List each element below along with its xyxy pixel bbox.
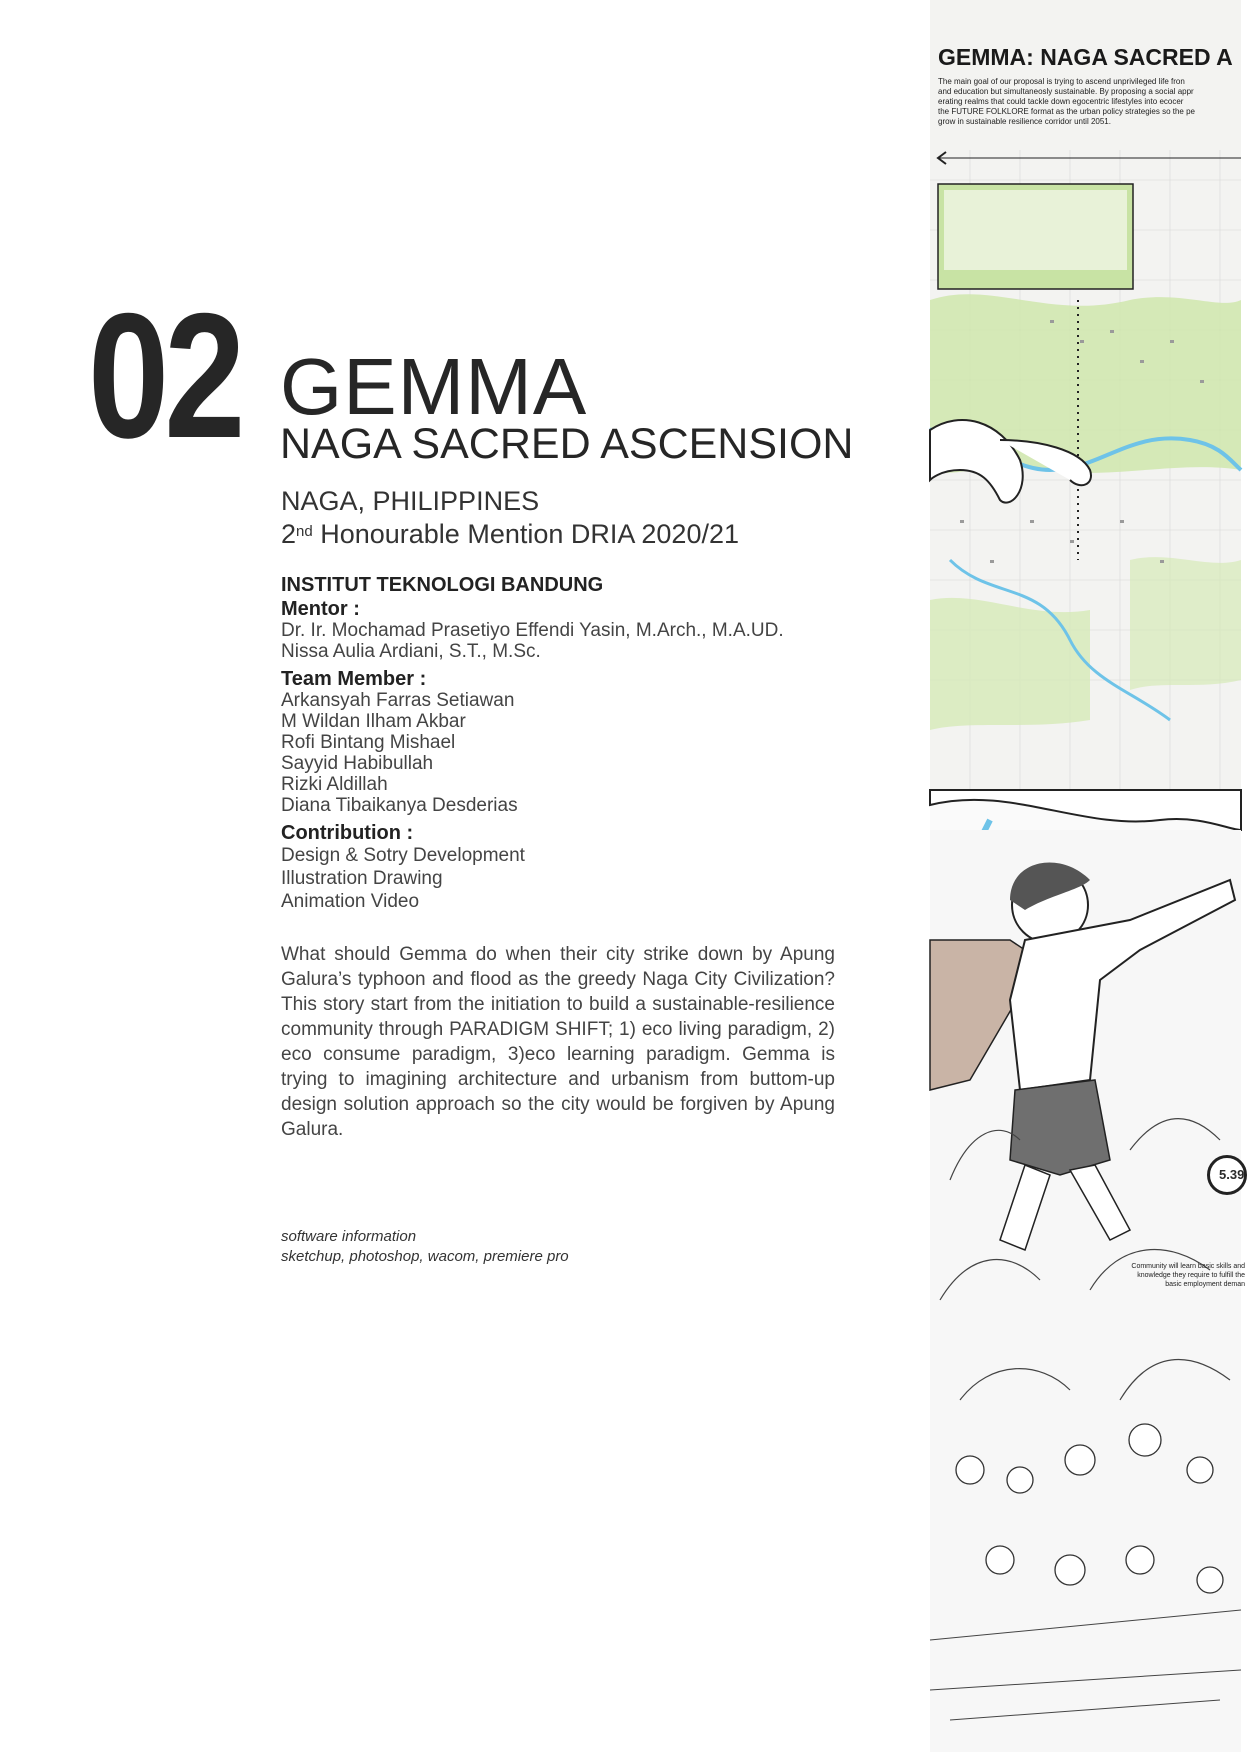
team-member: Rizki Aldillah [281,774,388,795]
poster-panel [930,0,1241,1752]
mentor-section [281,598,841,662]
award-text: Honourable Mention DRIA 2020/21 [312,519,739,549]
poster-intro-line: and education but simultaneosly sustainable. By proposing a social appr [938,87,1194,96]
team-member: M Wildan Ilham Akbar [281,711,466,732]
team-section [281,668,841,816]
mentor-heading: Mentor : [281,598,360,620]
contribution-heading: Contribution : [281,822,414,844]
contribution-item: Animation Video [281,891,420,912]
award-ordinal-suffix: nd [296,523,313,540]
software-list: sketchup, photoshop, wacom, premiere pro [281,1248,569,1265]
poster-intro-line: grow in sustainable resilience corridor until 2051. [938,117,1111,126]
project-subtitle: NAGA SACRED ASCENSION [280,420,854,468]
team-member: Sayyid Habibullah [281,753,434,774]
award-ordinal-number: 2 [281,519,297,549]
project-location: NAGA, PHILIPPINES [281,486,540,516]
mentor-name: Nissa Aulia Ardiani, S.T., M.Sc. [281,641,541,662]
software-heading: software information [281,1228,417,1245]
contribution-section [281,822,841,913]
project-award [281,518,739,550]
poster-title: GEMMA: NAGA SACRED A [938,44,1233,70]
population-badge: 5.39 [1207,1155,1247,1195]
software-info [281,1227,569,1267]
team-member: Arkansyah Farras Setiawan [281,690,515,711]
poster-intro [938,77,1241,127]
poster-illustration [930,0,1241,1752]
poster-intro-line: The main goal of our proposal is trying to ascend unprivileged life fron [938,77,1185,86]
team-member: Diana Tibaikanya Desderias [281,795,518,816]
project-number: 02 [88,276,241,475]
team-heading: Team Member : [281,668,427,690]
project-title: GEMMA [280,342,588,431]
mentor-name: Dr. Ir. Mochamad Prasetiyo Effendi Yasin, M.Arch., M.A.UD. [281,620,784,641]
team-member: Rofi Bintang Mishael [281,732,456,753]
community-note: Community will learn basic skills and knowledge they require to fulfill the basic employment deman [1131,1263,1245,1288]
poster-intro-line: erating realms that could tackle down egocentric lifestyles into ecocer [938,97,1184,106]
project-description: What should Gemma do when their city strike down by Apung Galura’s typhoon and flood as the greedy Naga City Civilization? This story start from the initiation to build a sustainable-resilience community through PARADIGM SHIFT; 1) eco living paradigm, 2) eco consume paradigm, 3)eco learning paradigm. Gemma is trying to imagining architecture and urbanism from buttom-up design solution approach so the city would be forgiven by Apung Galura. [281,944,835,1140]
contribution-item: Illustration Drawing [281,868,443,889]
contribution-item: Design & Sotry Development [281,845,525,866]
institution: INSTITUT TEKNOLOGI BANDUNG [281,574,604,596]
poster-intro-line: the FUTURE FOLKLORE format as the urban policy strategies so the pe [938,107,1195,116]
